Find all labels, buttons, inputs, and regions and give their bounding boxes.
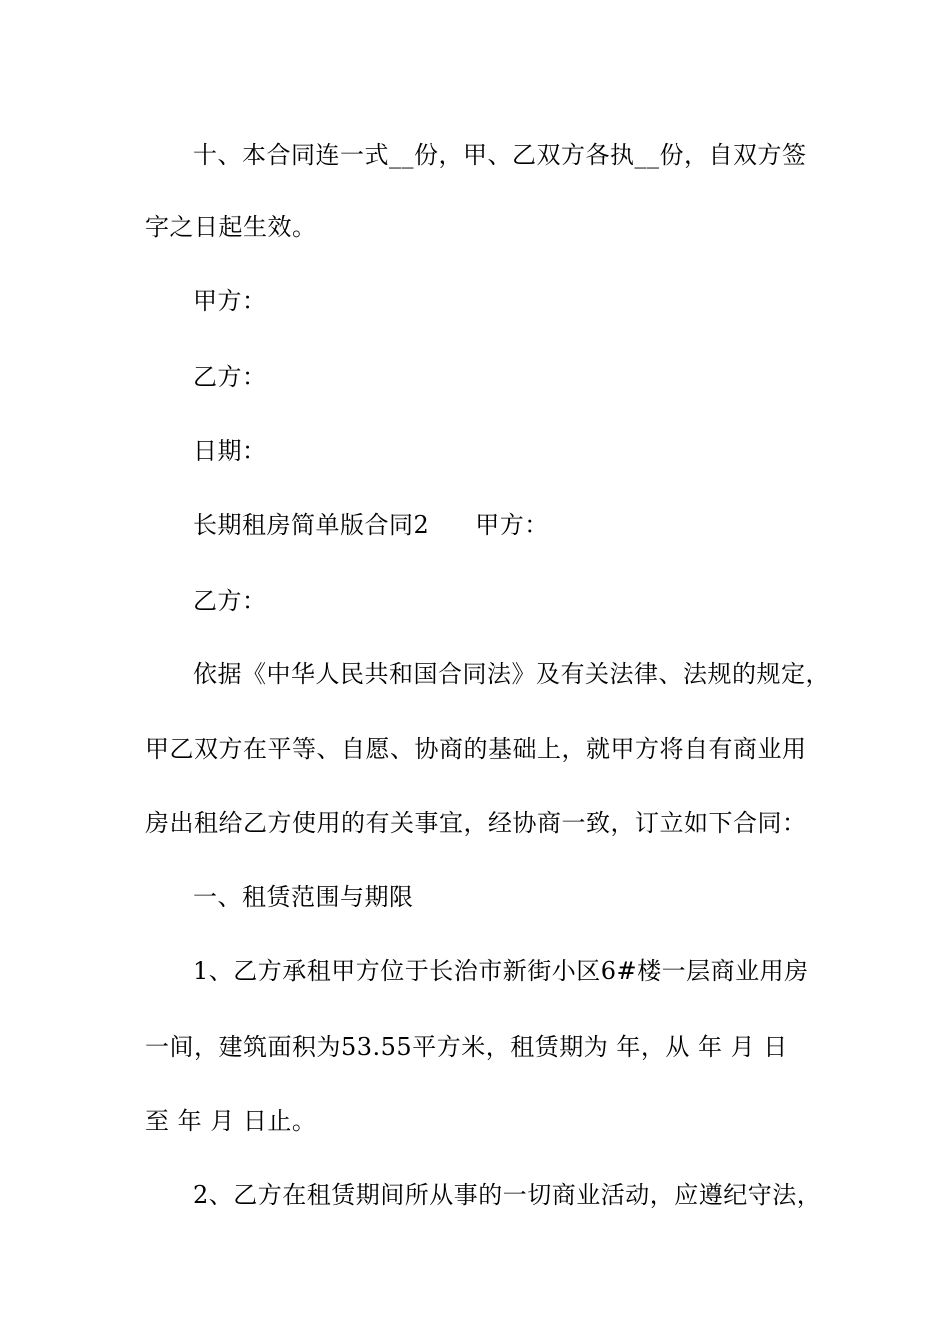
- paragraph-item-1-cont-2: 至 年 月 日止。: [145, 1107, 317, 1135]
- paragraph-basis-cont-1: 甲乙双方在平等、自愿、协商的基础上，就甲方将自有商业用: [145, 735, 807, 763]
- section-heading-1: 一、租赁范围与期限: [193, 883, 414, 911]
- paragraph-clause-10: 十、本合同连一式__份，甲、乙双方各执__份，自双方签: [193, 141, 807, 169]
- paragraph-basis-cont-2: 房出租给乙方使用的有关事宜，经协商一致，订立如下合同：: [145, 809, 807, 837]
- contract-title: 长期租房简单版合同2: [193, 511, 430, 539]
- paragraph-clause-10-cont: 字之日起生效。: [145, 213, 317, 241]
- paragraph-basis: 依据《中华人民共和国合同法》及有关法律、法规的规定，: [193, 660, 830, 688]
- paragraph-item-1-cont-1: 一间，建筑面积为53.55平方米，租赁期为 年，从 年 月 日: [145, 1033, 788, 1061]
- paragraph-item-2: 2、乙方在租赁期间所从事的一切商业活动，应遵纪守法，: [193, 1181, 822, 1209]
- contract-title-line: [193, 510, 873, 540]
- party-a-label: 甲方：: [193, 287, 267, 315]
- date-label: 日期：: [193, 437, 267, 465]
- party-b-label-2: 乙方：: [193, 587, 267, 615]
- party-b-label: 乙方：: [193, 363, 267, 391]
- paragraph-item-1: 1、乙方承租甲方位于长治市新街小区6#楼一层商业用房: [193, 957, 809, 985]
- party-a-label-2: 甲方：: [475, 511, 549, 539]
